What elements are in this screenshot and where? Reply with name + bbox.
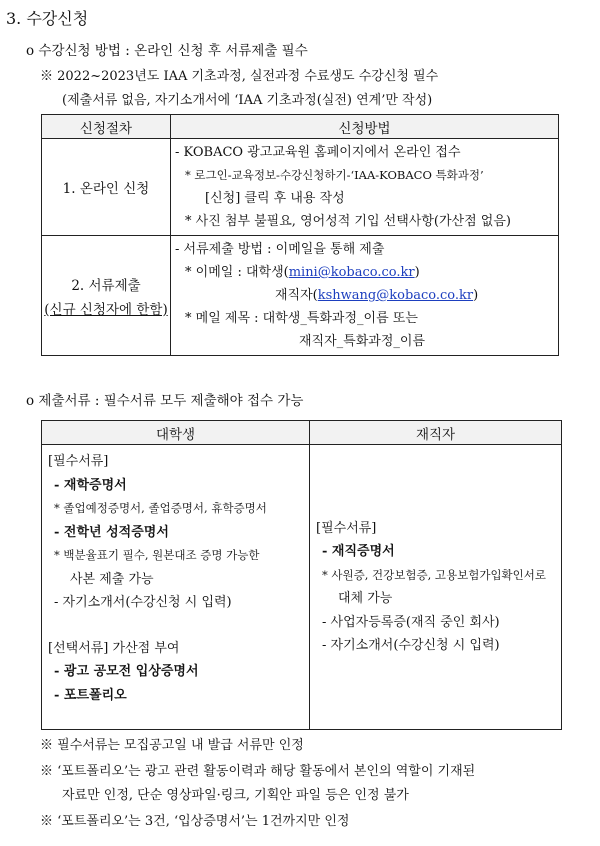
spacer [48, 615, 309, 637]
online-line-1: - KOBACO 광고교육원 홈페이지에서 온라인 접수 [175, 145, 461, 160]
student-item-1: - 재학증명서 [54, 477, 127, 493]
student-documents-cell [42, 445, 310, 730]
email-worker-suffix: ) [473, 288, 479, 303]
table-row [42, 139, 559, 236]
section-title: 3. 수강신청 [6, 9, 89, 28]
worker-item-3: - 자기소개서(수강신청 시 입력) [322, 638, 500, 653]
worker-required-label: [필수서류] [316, 520, 377, 536]
worker-item-1-note-2: 대체 가능 [338, 591, 393, 606]
mail-subject-line: * 메일 제목 : 대학생_특화과정_이름 또는 [185, 311, 418, 326]
student-item-1-note: * 졸업예정증명서, 졸업증명서, 휴학증명서 [54, 501, 267, 515]
online-line-3: [신청] 클릭 후 내용 작성 [205, 191, 345, 206]
step-documents [42, 236, 171, 356]
documents-method-cell [171, 236, 559, 356]
worker-item-2: - 사업자등록증(재직 중인 회사) [322, 614, 500, 630]
student-optional-label: [선택서류] 가산점 부여 [48, 640, 180, 656]
application-method-line: o 수강신청 방법 : 온라인 신청 후 서류제출 필수 [26, 43, 308, 59]
application-procedure-table [41, 114, 559, 356]
worker-item-1-note-1: * 사원증, 건강보험증, 고용보험가입확인서로 [322, 567, 546, 582]
notice-line-1: ※ 2022~2023년도 IAA 기초과정, 실전과정 수료생도 수강신청 필수 [40, 69, 439, 84]
email-student-link[interactable]: mini@kobaco.co.kr [288, 265, 415, 280]
step-documents-note: (신규 신청자에 한함) [44, 301, 168, 318]
student-item-2-note-2: 사본 제출 가능 [70, 571, 154, 587]
documents-section-title: o 제출서류 : 필수서류 모두 제출해야 접수 가능 [26, 393, 304, 409]
footnote-1: ※ 필수서류는 모집공고일 내 발급 서류만 인정 [40, 738, 304, 753]
student-item-2-note-1: * 백분율표기 필수, 원본대조 증명 가능한 [54, 548, 260, 562]
required-documents-table [41, 420, 562, 730]
email-student-line [175, 261, 558, 284]
student-required-label: [필수서류] [48, 454, 109, 469]
mail-subject-line-2: 재직자_특화과정_이름 [299, 334, 426, 349]
worker-documents-cell [310, 445, 562, 730]
student-item-2: - 전학년 성적증명서 [54, 524, 169, 540]
header-worker: 재직자 [310, 421, 562, 445]
header-method: 신청방법 [171, 115, 559, 139]
header-procedure: 신청절차 [42, 115, 171, 139]
student-item-5: - 포트폴리오 [54, 687, 127, 703]
email-student-prefix: * 이메일 : 대학생( [185, 265, 289, 280]
email-worker-line [175, 284, 558, 307]
footnote-2: ※ ‘포트폴리오’는 광고 관련 활동이력과 해당 활동에서 본인의 역할이 기재된 [40, 764, 476, 779]
worker-item-1: - 재직증명서 [322, 544, 395, 559]
online-line-4: * 사진 첨부 불필요, 영어성적 기입 선택사항(가산점 없음) [185, 214, 511, 229]
student-item-3: - 자기소개서(수강신청 시 입력) [54, 595, 232, 610]
footnote-2-cont: 자료만 인정, 단순 영상파일·링크, 기획안 파일 등은 인정 불가 [62, 788, 409, 803]
step-documents-label: 2. 서류제출 [71, 277, 141, 294]
step-online: 1. 온라인 신청 [42, 139, 171, 236]
student-item-4: - 광고 공모전 입상증명서 [54, 664, 199, 679]
email-worker-link[interactable]: kshwang@kobaco.co.kr [317, 288, 474, 303]
email-student-suffix: ) [414, 265, 420, 280]
table-row [42, 236, 559, 356]
online-line-2: * 로그인-교육정보-수강신청하기-‘IAA-KOBACO 특화과정’ [185, 168, 484, 182]
documents-line-1: - 서류제출 방법 : 이메일을 통해 제출 [175, 242, 385, 257]
online-method-cell [171, 139, 559, 236]
header-student: 대학생 [42, 421, 310, 445]
table-row [42, 445, 562, 730]
notice-line-2: (제출서류 없음, 자기소개서에 ‘IAA 기초과정(실전) 연계’만 작성) [62, 93, 433, 108]
email-worker-prefix: 재직자( [275, 288, 318, 303]
footnote-3: ※ ‘포트폴리오’는 3건, ‘입상증명서’는 1건까지만 인정 [40, 814, 350, 829]
